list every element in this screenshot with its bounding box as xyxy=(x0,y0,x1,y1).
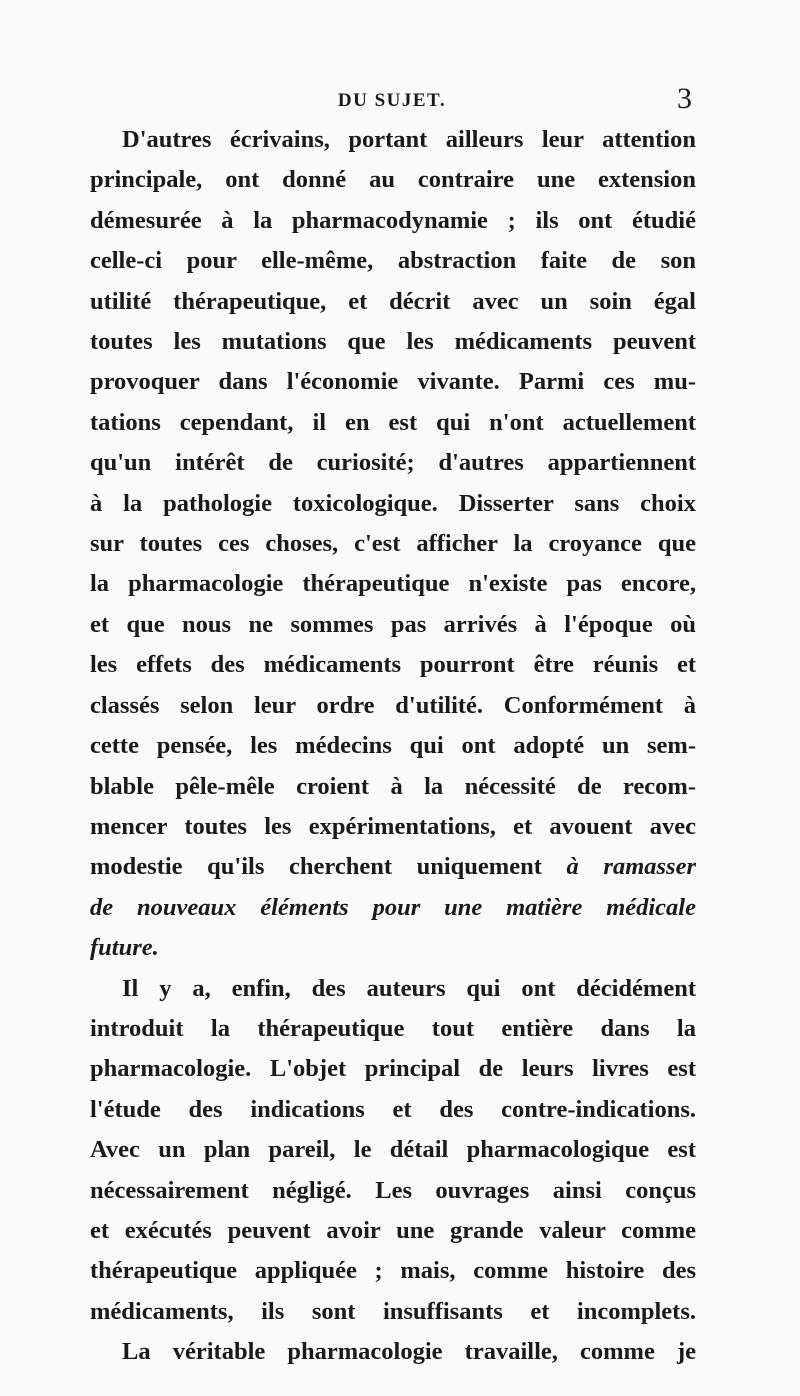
text-line: pharmacologie. L'objet principal de leurs livres est xyxy=(90,1055,696,1083)
text-line: démesurée à la pharmacodynamie ; ils ont étudié xyxy=(90,206,696,234)
text-line: qu'un intérêt de curiosité; d'autres appartiennent xyxy=(90,449,696,477)
italic-line: de nouveaux éléments pour une matière médicale xyxy=(90,893,696,921)
text-line: les effets des médicaments pourront être réunis et xyxy=(90,651,696,679)
text-line: introduit la thérapeutique tout entière dans la xyxy=(90,1014,696,1042)
text-line: toutes les mutations que les médicaments peuvent xyxy=(90,328,696,356)
text-line: Avec un plan pareil, le détail pharmacologique est xyxy=(90,1136,696,1164)
page-number: 3 xyxy=(677,82,692,115)
text-line: l'étude des indications et des contre-indications. xyxy=(90,1095,696,1123)
body-text xyxy=(90,120,696,1373)
text-line: La véritable pharmacologie travaille, comme je xyxy=(122,1338,696,1366)
text-line: provoquer dans l'économie vivante. Parmi ces mu- xyxy=(90,368,696,396)
text-line: nécessairement négligé. Les ouvrages ainsi conçus xyxy=(90,1176,696,1204)
text-line: utilité thérapeutique, et décrit avec un soin égal xyxy=(90,287,696,315)
text-run: modestie qu'ils cherchent uniquement xyxy=(90,853,567,881)
text-line: médicaments, ils sont insuffisants et incomplets. xyxy=(90,1297,696,1325)
text-line: tations cependant, il en est qui n'ont actuellement xyxy=(90,408,696,436)
text-line: celle-ci pour elle-même, abstraction faite de son xyxy=(90,247,696,275)
text-line: et que nous ne sommes pas arrivés à l'époque où xyxy=(90,610,696,638)
text-line: thérapeutique appliquée ; mais, comme histoire des xyxy=(90,1257,696,1285)
running-header xyxy=(92,82,692,122)
text-line: cette pensée, les médecins qui ont adopté un sem- xyxy=(90,732,696,760)
text-line: mencer toutes les expérimentations, et avouent avec xyxy=(90,812,696,840)
text-line: blable pêle-mêle croient à la nécessité de recom- xyxy=(90,772,696,800)
text-line: la pharmacologie thérapeutique n'existe pas encore, xyxy=(90,570,696,598)
text-line: principale, ont donné au contraire une extension xyxy=(90,166,696,194)
text-line-mixed xyxy=(90,847,696,887)
text-line: classés selon leur ordre d'utilité. Conformément à xyxy=(90,691,696,719)
text-line: sur toutes ces choses, c'est afficher la croyance que xyxy=(90,530,696,558)
text-line: D'autres écrivains, portant ailleurs leur attention xyxy=(122,126,696,153)
italic-line: future. xyxy=(90,934,159,962)
text-line: Il y a, enfin, des auteurs qui ont décidément xyxy=(122,974,696,1002)
text-line: à la pathologie toxicologique. Disserter sans choix xyxy=(90,489,696,517)
italic-run: à ramasser xyxy=(566,853,696,881)
running-title: DU SUJET. xyxy=(337,90,447,111)
text-line: et exécutés peuvent avoir une grande valeur comme xyxy=(90,1216,696,1244)
